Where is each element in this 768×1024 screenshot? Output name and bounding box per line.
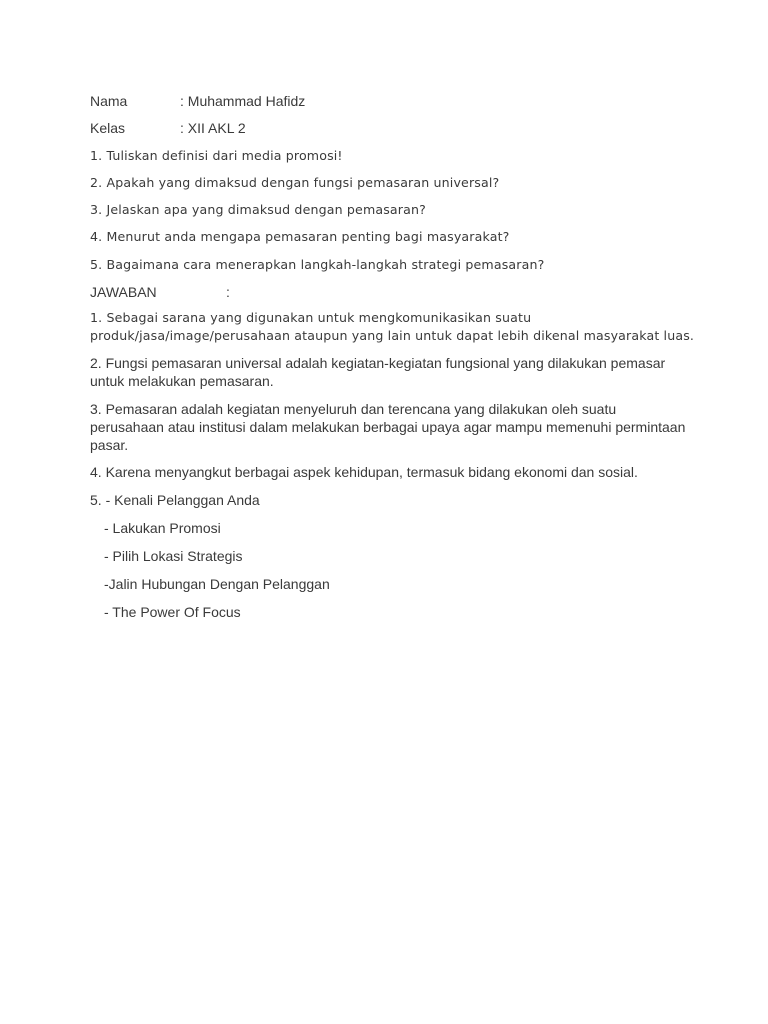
answer-2-line-2: untuk melakukan pemasaran. — [90, 373, 274, 389]
name-label: Nama — [90, 93, 128, 109]
answer-3-line-3: pasar. — [90, 437, 129, 453]
answers-heading-label: JAWABAN — [90, 284, 157, 300]
name-row — [90, 92, 305, 110]
question-3: 3. Jelaskan apa yang dimaksud dengan pemasaran? — [90, 202, 426, 217]
answer-3-line-2: perusahaan atau institusi dalam melakukan berbagai upaya agar mampu memenuhi permintaan — [90, 419, 686, 435]
answer-1-line-2: produk/jasa/image/perusahaan ataupun yang lain untuk dapat lebih dikenal masyarakat luas. — [90, 328, 695, 343]
answer-5-item: - Lakukan Promosi — [104, 520, 221, 536]
answer-3-line-1: 3. Pemasaran adalah kegiatan menyeluruh dan terencana yang dilakukan oleh suatu — [90, 401, 617, 417]
answer-4: 4. Karena menyangkut berbagai aspek kehidupan, termasuk bidang ekonomi dan sosial. — [90, 464, 638, 480]
class-value: : XII AKL 2 — [180, 120, 246, 136]
answer-5-first: 5. - Kenali Pelanggan Anda — [90, 492, 260, 508]
question-2: 2. Apakah yang dimaksud dengan fungsi pemasaran universal? — [90, 175, 500, 190]
answer-2-line-1: 2. Fungsi pemasaran universal adalah kegiatan-kegiatan fungsional yang dilakukan pemasar — [90, 355, 666, 371]
name-value: : Muhammad Hafidz — [180, 93, 306, 109]
class-row — [90, 119, 246, 137]
answer-5-item: -Jalin Hubungan Dengan Pelanggan — [104, 576, 330, 592]
question-1: 1. Tuliskan definisi dari media promosi! — [90, 148, 343, 163]
question-4: 4. Menurut anda mengapa pemasaran penting bagi masyarakat? — [90, 229, 510, 244]
answers-heading-colon: : — [226, 284, 230, 300]
answers-heading — [90, 283, 230, 301]
answer-5-item: - The Power Of Focus — [104, 604, 241, 620]
question-5: 5. Bagaimana cara menerapkan langkah-langkah strategi pemasaran? — [90, 257, 545, 272]
class-label: Kelas — [90, 120, 126, 136]
answer-5-item: - Pilih Lokasi Strategis — [104, 548, 243, 564]
answer-1-line-1: 1. Sebagai sarana yang digunakan untuk mengkomunikasikan suatu — [90, 310, 532, 325]
